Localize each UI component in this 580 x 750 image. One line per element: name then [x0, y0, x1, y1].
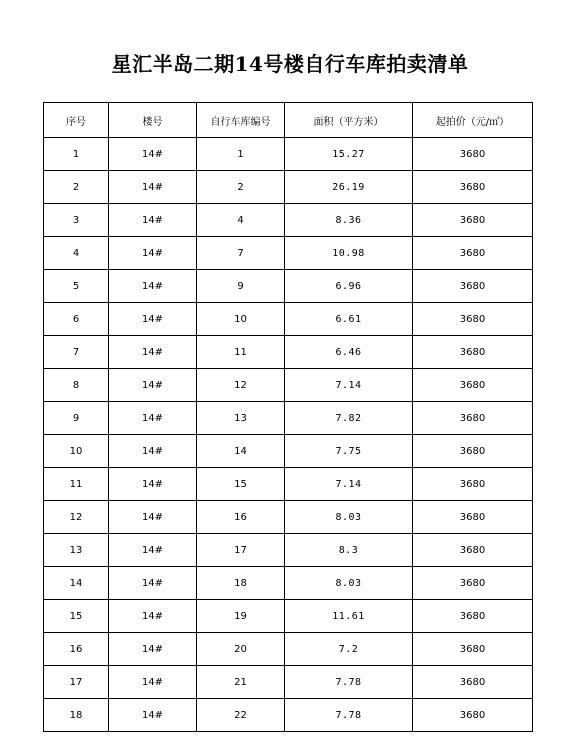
table-row — [44, 303, 533, 336]
cell-area: 7.78 — [285, 666, 413, 699]
cell-garage-number: 13 — [197, 402, 285, 435]
cell-garage-number: 18 — [197, 567, 285, 600]
cell-serial-number: 17 — [44, 666, 109, 699]
header-building-number: 楼号 — [109, 103, 197, 138]
table-row — [44, 699, 533, 732]
cell-serial-number: 5 — [44, 270, 109, 303]
cell-building-number: 14# — [109, 666, 197, 699]
cell-serial-number: 2 — [44, 171, 109, 204]
cell-building-number: 14# — [109, 204, 197, 237]
cell-starting-price: 3680 — [413, 171, 533, 204]
cell-starting-price: 3680 — [413, 534, 533, 567]
cell-garage-number: 20 — [197, 633, 285, 666]
cell-serial-number: 10 — [44, 435, 109, 468]
header-area: 面积（平方米） — [285, 103, 413, 138]
table-row — [44, 270, 533, 303]
header-garage-number: 自行车库编号 — [197, 103, 285, 138]
cell-serial-number: 6 — [44, 303, 109, 336]
cell-area: 7.14 — [285, 468, 413, 501]
table-header-row — [44, 103, 533, 138]
table-row — [44, 468, 533, 501]
cell-starting-price: 3680 — [413, 237, 533, 270]
cell-area: 6.96 — [285, 270, 413, 303]
cell-building-number: 14# — [109, 402, 197, 435]
cell-area: 8.03 — [285, 501, 413, 534]
cell-garage-number: 12 — [197, 369, 285, 402]
table-body — [44, 138, 533, 732]
cell-serial-number: 9 — [44, 402, 109, 435]
cell-building-number: 14# — [109, 237, 197, 270]
cell-starting-price: 3680 — [413, 699, 533, 732]
cell-building-number: 14# — [109, 303, 197, 336]
table-row — [44, 336, 533, 369]
cell-serial-number: 13 — [44, 534, 109, 567]
cell-area: 6.61 — [285, 303, 413, 336]
cell-building-number: 14# — [109, 171, 197, 204]
cell-building-number: 14# — [109, 600, 197, 633]
cell-garage-number: 2 — [197, 171, 285, 204]
cell-serial-number: 8 — [44, 369, 109, 402]
cell-serial-number: 4 — [44, 237, 109, 270]
cell-serial-number: 16 — [44, 633, 109, 666]
page-title: 星汇半岛二期14号楼自行车库拍卖清单 — [111, 52, 469, 76]
cell-building-number: 14# — [109, 435, 197, 468]
header-serial-number: 序号 — [44, 103, 109, 138]
cell-building-number: 14# — [109, 138, 197, 171]
cell-garage-number: 21 — [197, 666, 285, 699]
cell-area: 7.75 — [285, 435, 413, 468]
cell-building-number: 14# — [109, 501, 197, 534]
table-row — [44, 237, 533, 270]
table-row — [44, 567, 533, 600]
table-row — [44, 666, 533, 699]
cell-garage-number: 22 — [197, 699, 285, 732]
cell-starting-price: 3680 — [413, 204, 533, 237]
cell-starting-price: 3680 — [413, 633, 533, 666]
cell-area: 8.36 — [285, 204, 413, 237]
cell-building-number: 14# — [109, 534, 197, 567]
cell-starting-price: 3680 — [413, 501, 533, 534]
cell-serial-number: 3 — [44, 204, 109, 237]
cell-area: 11.61 — [285, 600, 413, 633]
cell-building-number: 14# — [109, 468, 197, 501]
table-row — [44, 402, 533, 435]
cell-starting-price: 3680 — [413, 666, 533, 699]
cell-garage-number: 17 — [197, 534, 285, 567]
cell-garage-number: 7 — [197, 237, 285, 270]
cell-building-number: 14# — [109, 369, 197, 402]
cell-area: 6.46 — [285, 336, 413, 369]
cell-starting-price: 3680 — [413, 369, 533, 402]
cell-area: 7.78 — [285, 699, 413, 732]
cell-garage-number: 1 — [197, 138, 285, 171]
table-row — [44, 633, 533, 666]
table-row — [44, 600, 533, 633]
cell-starting-price: 3680 — [413, 336, 533, 369]
cell-serial-number: 7 — [44, 336, 109, 369]
table-row — [44, 369, 533, 402]
cell-garage-number: 4 — [197, 204, 285, 237]
cell-starting-price: 3680 — [413, 402, 533, 435]
cell-starting-price: 3680 — [413, 468, 533, 501]
cell-garage-number: 19 — [197, 600, 285, 633]
cell-garage-number: 10 — [197, 303, 285, 336]
cell-starting-price: 3680 — [413, 303, 533, 336]
cell-garage-number: 16 — [197, 501, 285, 534]
cell-building-number: 14# — [109, 270, 197, 303]
cell-serial-number: 14 — [44, 567, 109, 600]
header-starting-price: 起拍价（元/㎡） — [413, 103, 533, 138]
cell-garage-number: 14 — [197, 435, 285, 468]
cell-garage-number: 15 — [197, 468, 285, 501]
cell-building-number: 14# — [109, 336, 197, 369]
cell-building-number: 14# — [109, 699, 197, 732]
cell-area: 8.3 — [285, 534, 413, 567]
cell-serial-number: 11 — [44, 468, 109, 501]
cell-serial-number: 12 — [44, 501, 109, 534]
cell-garage-number: 11 — [197, 336, 285, 369]
cell-starting-price: 3680 — [413, 600, 533, 633]
cell-building-number: 14# — [109, 633, 197, 666]
table-row — [44, 171, 533, 204]
cell-area: 7.14 — [285, 369, 413, 402]
cell-serial-number: 18 — [44, 699, 109, 732]
cell-garage-number: 9 — [197, 270, 285, 303]
cell-starting-price: 3680 — [413, 270, 533, 303]
cell-building-number: 14# — [109, 567, 197, 600]
cell-starting-price: 3680 — [413, 138, 533, 171]
cell-area: 8.03 — [285, 567, 413, 600]
table-row — [44, 534, 533, 567]
table-row — [44, 204, 533, 237]
table-row — [44, 138, 533, 171]
cell-area: 10.98 — [285, 237, 413, 270]
cell-starting-price: 3680 — [413, 567, 533, 600]
cell-serial-number: 15 — [44, 600, 109, 633]
cell-starting-price: 3680 — [413, 435, 533, 468]
auction-list-table — [43, 102, 533, 732]
cell-area: 15.27 — [285, 138, 413, 171]
cell-area: 26.19 — [285, 171, 413, 204]
cell-area: 7.82 — [285, 402, 413, 435]
table-row — [44, 501, 533, 534]
table-row — [44, 435, 533, 468]
cell-area: 7.2 — [285, 633, 413, 666]
cell-serial-number: 1 — [44, 138, 109, 171]
